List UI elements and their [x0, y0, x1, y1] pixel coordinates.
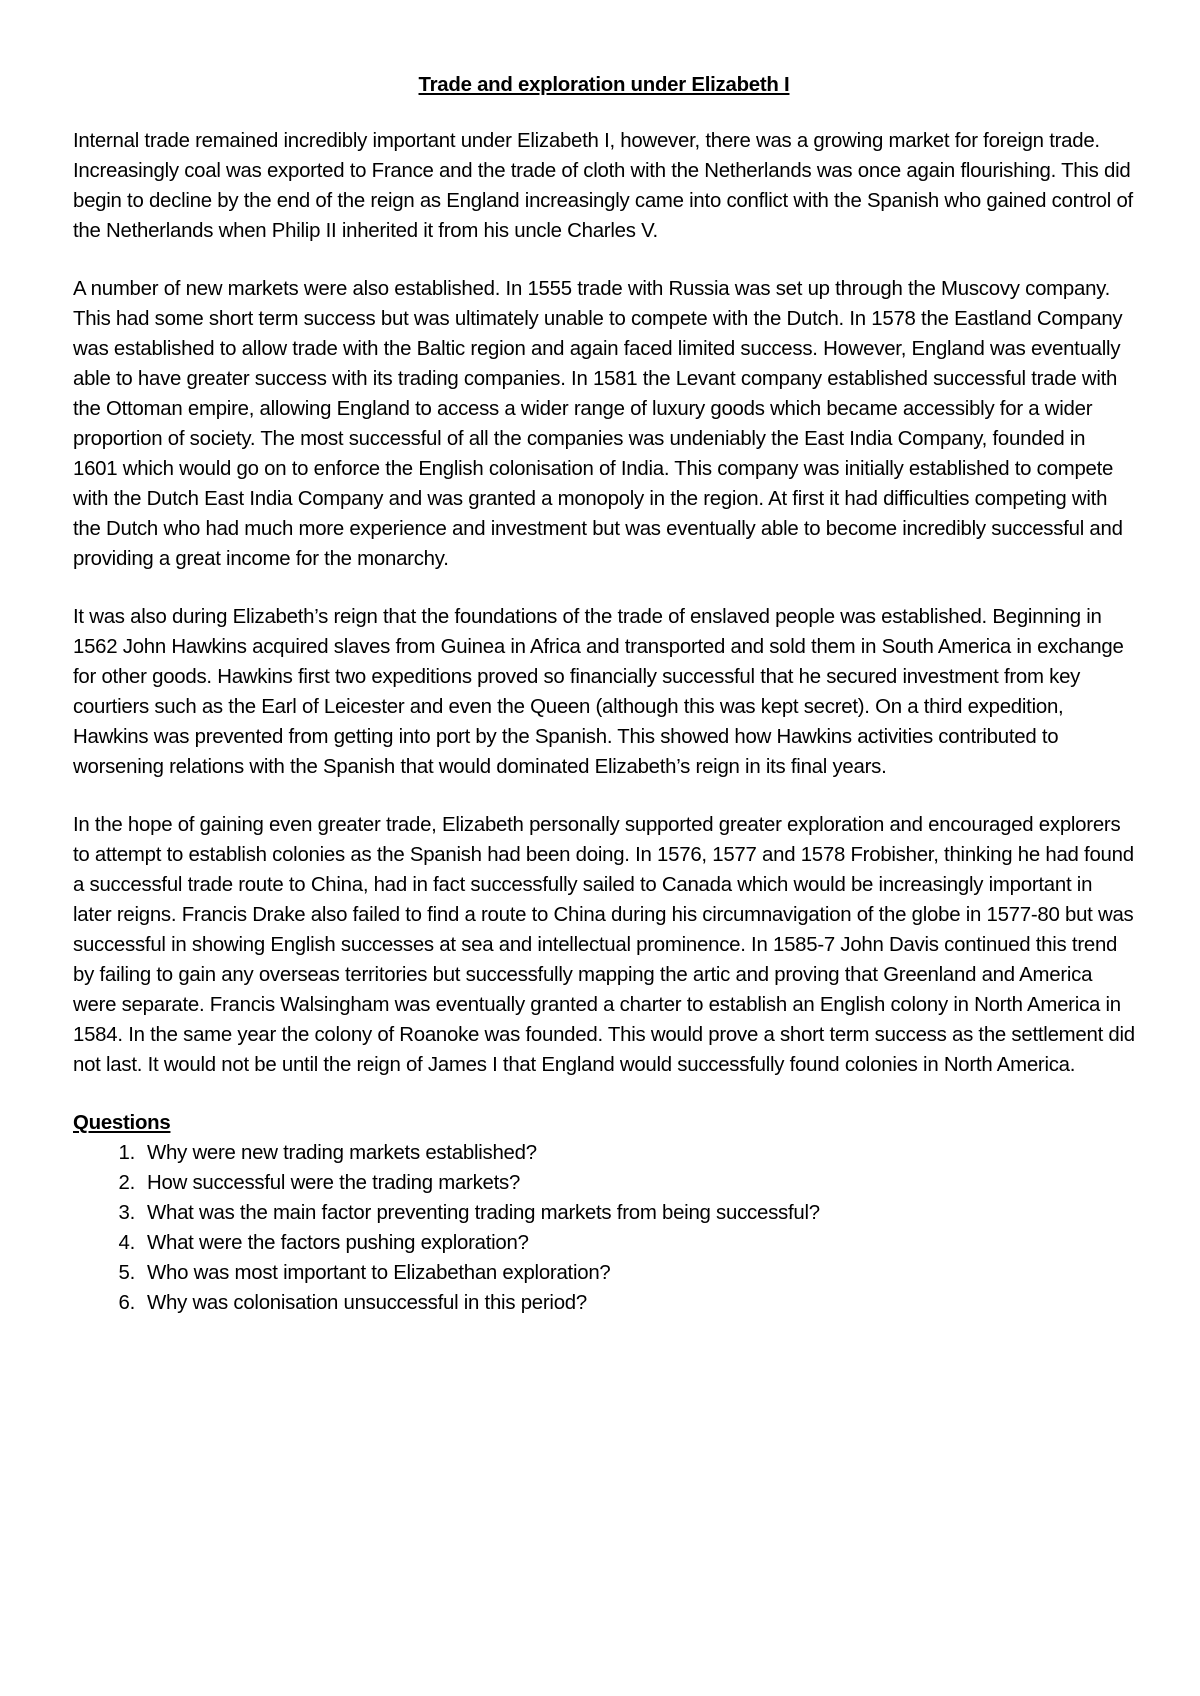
question-item	[73, 1258, 1135, 1288]
question-number: 4.	[118, 1232, 135, 1254]
questions-list	[73, 1138, 1135, 1318]
question-number: 6.	[118, 1292, 135, 1314]
question-number: 1.	[118, 1142, 135, 1164]
question-item	[73, 1198, 1135, 1228]
paragraph-slave-trade: It was also during Elizabeth’s reign that the foundations of the trade of enslaved people was established. Beginning in 1562 John Hawkins acquired slaves from Guinea in Africa and transported and sold them in South America in exchange for other goods. Hawkins first two expeditions proved so financially successful that he secured investment from key courtiers such as the Earl of Leicester and even the Queen (although this was kept secret). On a third expedition, Hawkins was prevented from getting into port by the Spanish. This showed how Hawkins activities contributed to worsening relations with the Spanish that would dominated Elizabeth’s reign in its final years.	[73, 606, 1124, 778]
question-item	[73, 1288, 1135, 1318]
question-text: Why were new trading markets established?	[147, 1142, 537, 1164]
question-text: What was the main factor preventing trading markets from being successful?	[147, 1202, 820, 1224]
question-number: 5.	[118, 1262, 135, 1284]
question-item	[73, 1168, 1135, 1198]
document-title: Trade and exploration under Elizabeth I	[418, 74, 790, 96]
question-text: Why was colonisation unsuccessful in this period?	[147, 1292, 587, 1314]
questions-heading: Questions	[73, 1112, 171, 1134]
question-number: 2.	[118, 1172, 135, 1194]
question-text: What were the factors pushing exploration?	[147, 1232, 529, 1254]
paragraph-new-markets: A number of new markets were also established. In 1555 trade with Russia was set up through the Muscovy company. This had some short term success but was ultimately unable to compete with the Dutch. In 1578 the Eastland Company was established to allow trade with the Baltic region and again faced limited success. However, England was eventually able to have greater success with its trading companies. In 1581 the Levant company established successful trade with the Ottoman empire, allowing England to access a wider range of luxury goods which became accessibly for a wider proportion of society. The most successful of all the companies was undeniably the East India Company, founded in 1601 which would go on to enforce the English colonisation of India. This company was initially established to compete with the Dutch East India Company and was granted a monopoly in the region. At first it had difficulties competing with the Dutch who had much more experience and investment but was eventually able to become incredibly successful and providing a great income for the monarchy.	[73, 278, 1123, 570]
question-item	[73, 1138, 1135, 1168]
paragraph-internal-trade: Internal trade remained incredibly important under Elizabeth I, however, there was a growing market for foreign trade. Increasingly coal was exported to France and the trade of cloth with the Netherlands was once again flourishing. This did begin to decline by the end of the reign as England increasingly came into conflict with the Spanish who gained control of the Netherlands when Philip II inherited it from his uncle Charles V.	[73, 130, 1133, 242]
question-item	[73, 1228, 1135, 1258]
document-page	[73, 70, 1135, 1318]
question-text: How successful were the trading markets?	[147, 1172, 521, 1194]
question-number: 3.	[118, 1202, 135, 1224]
paragraph-exploration: In the hope of gaining even greater trade, Elizabeth personally supported greater exploration and encouraged explorers to attempt to establish colonies as the Spanish had been doing. In 1576, 1577 and 1578 Frobisher, thinking he had found a successful trade route to China, had in fact successfully sailed to Canada which would be increasingly important in later reigns. Francis Drake also failed to find a route to China during his circumnavigation of the globe in 1577-80 but was successful in showing English successes at sea and intellectual prominence. In 1585-7 John Davis continued this trend by failing to gain any overseas territories but successfully mapping the artic and proving that Greenland and America were separate. Francis Walsingham was eventually granted a charter to establish an English colony in North America in 1584. In the same year the colony of Roanoke was founded. This would prove a short term success as the settlement did not last. It would not be until the reign of James I that England would successfully found colonies in North America.	[73, 814, 1135, 1076]
question-text: Who was most important to Elizabethan exploration?	[147, 1262, 611, 1284]
